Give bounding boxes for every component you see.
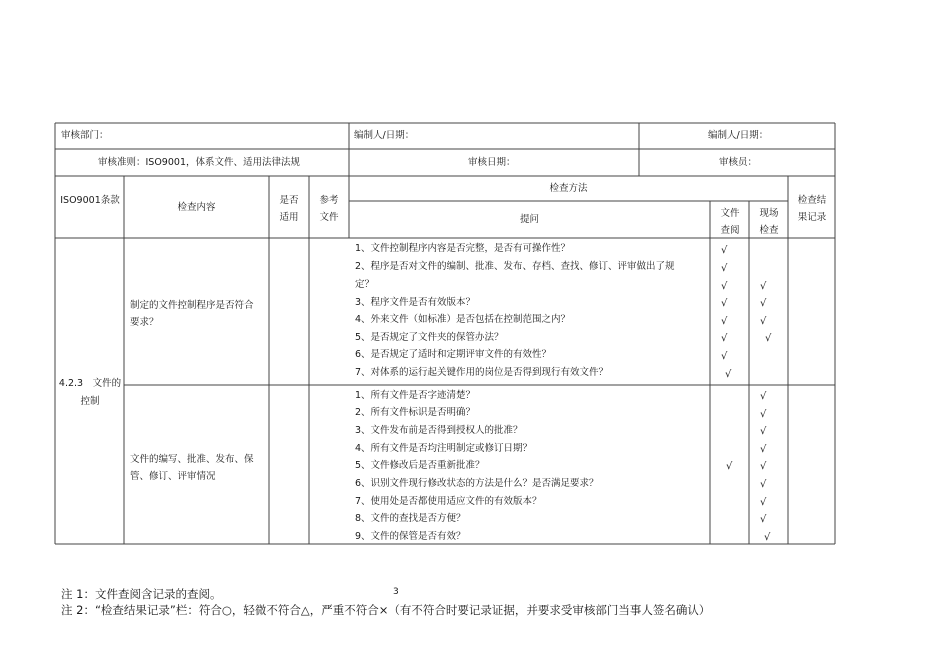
check-mark: √ — [765, 333, 772, 344]
check-mark: √ — [725, 369, 732, 380]
question-item: 1、所有文件是否字迹清楚？ — [355, 390, 476, 401]
check-mark: √ — [760, 479, 767, 490]
note-1: 注 1：文件查阅含记录的查阅。 — [61, 587, 222, 601]
check-mark: √ — [760, 444, 767, 455]
question-item: 5、是否规定了文件夹的保管办法？ — [355, 332, 504, 343]
check-mark: √ — [760, 298, 767, 309]
question-item: 4、外来文件（如标准）是否包括在控制范围之内？ — [355, 314, 571, 325]
auditor-label: 审核员： — [719, 157, 758, 168]
question-item: 6、是否规定了适时和定期评审文件的有效性？ — [355, 349, 552, 360]
audit-date-label: 审核日期： — [468, 157, 516, 168]
check-mark: √ — [760, 461, 767, 472]
prepared-by-label-2: 编制人/日期： — [708, 130, 769, 141]
prepared-by-label: 编制人/日期： — [354, 130, 415, 141]
check-mark: √ — [721, 281, 728, 292]
question-item: 2、所有文件标识是否明确？ — [355, 407, 476, 418]
col-applicable: 是否适用 — [279, 195, 299, 223]
check-mark: √ — [760, 316, 767, 327]
col-question: 提问 — [519, 214, 539, 225]
check-mark: √ — [760, 426, 767, 437]
audit-criteria: 审核准则：ISO9001，体系文件、适用法律法规 — [98, 157, 300, 168]
question-item: 7、对体系的运行起关键作用的岗位是否得到现行有效文件？ — [355, 367, 609, 378]
check-mark: √ — [760, 514, 767, 525]
question-item: 6、识别文件现行修改状态的方法是什么？是否满足要求？ — [355, 478, 599, 489]
content-cell-2: 文件的编写、批准、发布、保管、修订、评审情况 — [130, 454, 254, 482]
question-item: 9、文件的保管是否有效？ — [355, 531, 466, 542]
check-mark: √ — [721, 351, 728, 362]
question-item: 2、程序是否对文件的编制、批准、发布、存档、查找、修订、评审做出了规 — [355, 261, 675, 272]
col-result: 检查结果记录 — [797, 195, 827, 223]
col-ref-doc: 参考文件 — [319, 195, 339, 223]
page-number: 3 — [393, 587, 399, 597]
audit-dept-label: 审核部门： — [61, 130, 109, 141]
check-mark: √ — [721, 245, 728, 256]
col-clause: ISO9001条款 — [60, 195, 120, 206]
question-item: 8、文件的查找是否方便？ — [355, 513, 466, 524]
col-method: 检查方法 — [549, 183, 588, 194]
check-mark: √ — [721, 263, 728, 274]
question-item: 1、文件控制程序内容是否完整，是否有可操作性？ — [355, 243, 571, 254]
question-item: 3、文件发布前是否得到授权人的批准？ — [355, 425, 523, 436]
col-doc-review: 文件查阅 — [720, 208, 740, 236]
content-cell-1: 制定的文件控制程序是否符合要求？ — [130, 300, 254, 328]
check-mark: √ — [760, 409, 767, 420]
note-2: 注 2：“检查结果记录”栏：符合○，轻微不符合△，严重不符合×（有不符合时要记录证据，并要求受审核部门当事人签名确认） — [61, 603, 711, 617]
check-mark: √ — [760, 281, 767, 292]
check-mark: √ — [721, 298, 728, 309]
question-item: 5、文件修改后是否重新批准？ — [355, 460, 485, 471]
check-mark: √ — [721, 333, 728, 344]
check-mark: √ — [726, 461, 733, 472]
question-item: 3、程序文件是否有效版本？ — [355, 297, 476, 308]
check-mark: √ — [760, 497, 767, 508]
question-item: 定？ — [355, 279, 375, 290]
clause-cell: 4.2.3 文件的控制 — [58, 378, 122, 407]
check-mark: √ — [760, 391, 767, 402]
check-mark: √ — [721, 316, 728, 327]
question-item: 7、使用处是否都使用适应文件的有效版本？ — [355, 496, 542, 507]
col-site-check: 现场检查 — [759, 208, 779, 236]
col-content: 检查内容 — [177, 202, 216, 213]
check-mark: √ — [764, 532, 771, 543]
question-item: 4、所有文件是否均注明制定或修订日期？ — [355, 443, 533, 454]
